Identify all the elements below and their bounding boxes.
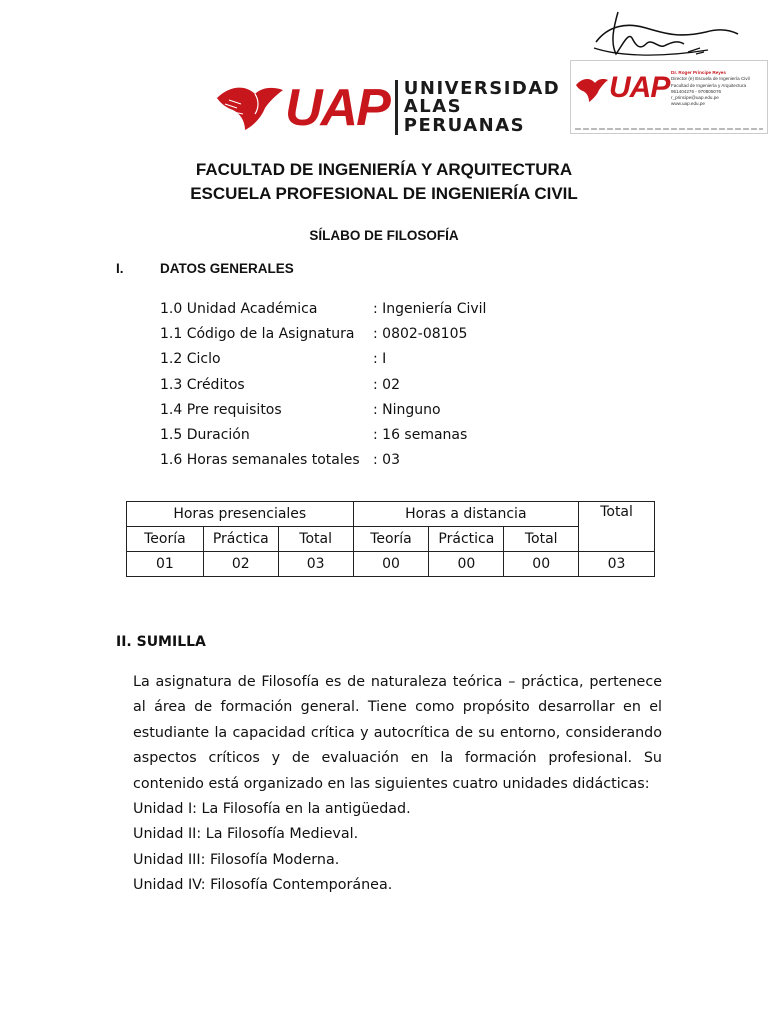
hours-table bbox=[126, 501, 655, 577]
logo-name bbox=[395, 80, 560, 135]
section-1-number: I. bbox=[116, 261, 124, 276]
section-2-title: II. SUMILLA bbox=[116, 634, 206, 650]
unit-item: Unidad III: Filosofía Moderna. bbox=[133, 851, 340, 868]
logo-line-2: ALAS PERUANAS bbox=[403, 96, 526, 136]
faculty-title: FACULTAD DE INGENIERÍA Y ARQUITECTURA bbox=[195, 160, 573, 179]
row-value: : Ingeniería Civil bbox=[373, 301, 487, 317]
table-row bbox=[127, 527, 655, 552]
general-data-row bbox=[160, 326, 580, 351]
header-cell: Horas a distancia bbox=[353, 502, 579, 527]
stamp-name: Dr. Roger Principe Reyes bbox=[671, 70, 726, 75]
unit-item: Unidad IV: Filosofía Contemporánea. bbox=[133, 877, 393, 894]
stamp-footer bbox=[575, 128, 763, 130]
row-label: 1.3 Créditos bbox=[160, 377, 245, 393]
row-value: : 16 semanas bbox=[373, 427, 468, 443]
general-data-row bbox=[160, 452, 580, 477]
table-cell: 00 bbox=[429, 552, 504, 577]
stamp-web: www.uap.edu.pe bbox=[671, 101, 705, 107]
table-cell: 01 bbox=[127, 552, 204, 577]
university-logo bbox=[215, 78, 561, 137]
row-label: 1.0 Unidad Académica bbox=[160, 301, 318, 317]
table-cell: 03 bbox=[278, 552, 353, 577]
signature bbox=[588, 8, 748, 64]
stamp-role: Director (e) Escuela de Ingeniería Civil bbox=[671, 76, 750, 82]
school-title: ESCUELA PROFESIONAL DE INGENIERÍA CIVIL bbox=[190, 184, 578, 203]
row-label: 1.6 Horas semanales totales bbox=[160, 452, 360, 468]
stamp-info bbox=[671, 70, 767, 108]
row-label: 1.4 Pre requisitos bbox=[160, 402, 282, 418]
unit-item: Unidad I: La Filosofía en la antigüedad. bbox=[133, 801, 411, 818]
general-data-row bbox=[160, 402, 580, 427]
logo-line-1: UNIVERSIDAD bbox=[403, 78, 561, 99]
stamp-faculty: Facultad de Ingeniería y Arquitectura bbox=[671, 82, 747, 88]
header-cell: Total bbox=[278, 527, 353, 552]
row-label: 1.2 Ciclo bbox=[160, 351, 221, 367]
stamp-phone: 951404276 - 970805076 bbox=[671, 88, 722, 94]
section-1-title: DATOS GENERALES bbox=[160, 261, 294, 276]
general-data-row bbox=[160, 301, 580, 326]
stamp-acronym: UAP bbox=[609, 71, 670, 104]
header-cell: Horas presenciales bbox=[127, 502, 354, 527]
table-row bbox=[127, 552, 655, 577]
row-value: : Ninguno bbox=[373, 402, 441, 418]
row-value: : 03 bbox=[373, 452, 400, 468]
eagle-emblem-icon bbox=[215, 80, 285, 132]
general-data-row bbox=[160, 351, 580, 376]
header-cell: Total bbox=[504, 527, 579, 552]
sumilla-paragraph: La asignatura de Filosofía es de naturaleza teórica – práctica, pertenece al área de formación general. Tiene como propósito desarrollar en el estudiante la capacidad crítica y autocrítica de su entorno, considerando aspectos críticos y de evaluación en la formación profesional. Su contenido está organizado en las siguientes cuatro unidades didácticas: bbox=[133, 674, 662, 792]
row-value: : 0802-08105 bbox=[373, 326, 468, 342]
director-stamp bbox=[570, 60, 768, 134]
syllabus-title: SÍLABO DE FILOSOFÍA bbox=[309, 228, 459, 243]
header-cell: Teoría bbox=[127, 527, 204, 552]
table-row bbox=[127, 502, 655, 527]
table-cell: 00 bbox=[504, 552, 579, 577]
row-value: : 02 bbox=[373, 377, 400, 393]
stamp-eagle-icon bbox=[575, 75, 609, 103]
general-data-row bbox=[160, 377, 580, 402]
table-cell: 02 bbox=[203, 552, 278, 577]
general-data-row bbox=[160, 427, 580, 452]
table-cell: 03 bbox=[579, 552, 655, 577]
row-label: 1.5 Duración bbox=[160, 427, 250, 443]
sumilla-body bbox=[133, 670, 662, 899]
row-value: : I bbox=[373, 351, 387, 367]
stamp-email: r_principe@uap.edu.pe bbox=[671, 95, 719, 101]
header-cell: Práctica bbox=[203, 527, 278, 552]
table-cell: 00 bbox=[353, 552, 429, 577]
header-cell: Teoría bbox=[353, 527, 429, 552]
logo-acronym: UAP bbox=[285, 78, 389, 137]
header-cell: Práctica bbox=[429, 527, 504, 552]
row-label: 1.1 Código de la Asignatura bbox=[160, 326, 355, 342]
header-cell: Total bbox=[579, 502, 655, 552]
unit-item: Unidad II: La Filosofía Medieval. bbox=[133, 826, 359, 843]
